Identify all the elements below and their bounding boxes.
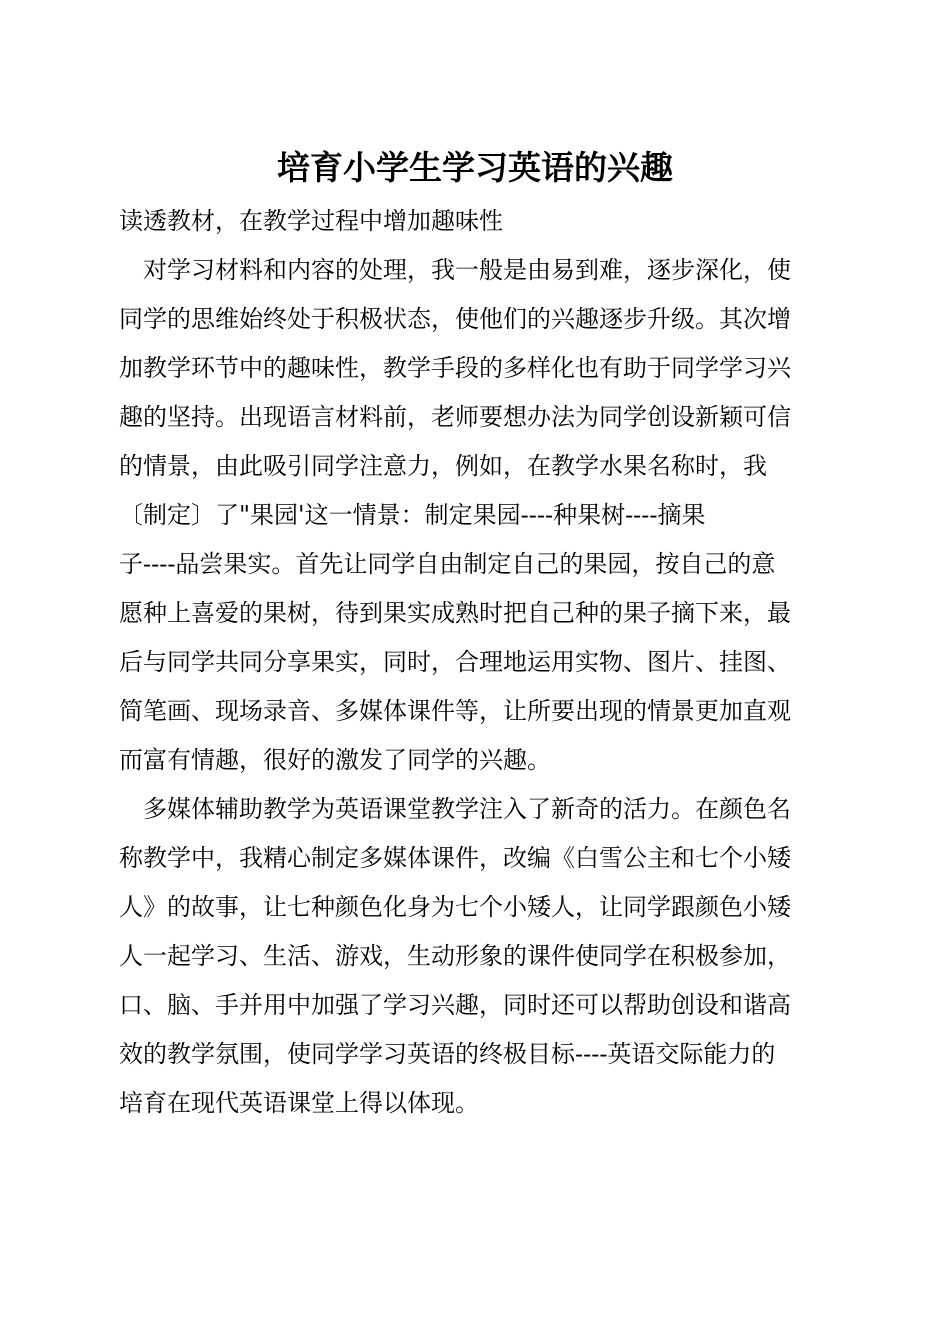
text-line: 人》的故事，让七种颜色化身为七个小矮人，让同学跟颜色小矮 <box>119 893 791 921</box>
text-line: 趣的坚持。出现语言材料前，老师要想办法为同学创设新颖可信 <box>119 403 791 431</box>
text-line: 同学的思维始终处于积极状态，使他们的兴趣逐步升级。其次增 <box>119 305 791 333</box>
document-body <box>119 197 834 1128</box>
text-line: 人一起学习、生活、游戏，生动形象的课件使同学在积极参加， <box>119 942 791 970</box>
text-line: 后与同学共同分享果实，同时，合理地运用实物、图片、挂图、 <box>119 648 791 676</box>
document-title: 培育小学生学习英语的兴趣 <box>277 148 673 187</box>
text-line: 口、脑、手并用中加强了学习兴趣，同时还可以帮助创设和谐高 <box>119 991 791 1019</box>
text-line: 培育在现代英语课堂上得以体现。 <box>119 1089 479 1117</box>
text-line: 的情景，由此吸引同学注意力，例如，在教学水果名称时，我 <box>119 452 767 480</box>
text-line: 对学习材料和内容的处理，我一般是由易到难，逐步深化，使 <box>119 256 791 284</box>
paragraph-2 <box>119 785 834 1128</box>
text-line: 称教学中，我精心制定多媒体课件，改编《白雪公主和七个小矮 <box>119 844 791 872</box>
text-line: 简笔画、现场录音、多媒体课件等，让所要出现的情景更加直观 <box>119 697 791 725</box>
text-line: 而富有情趣，很好的激发了同学的兴趣。 <box>119 746 551 774</box>
text-line: 多媒体辅助教学为英语课堂教学注入了新奇的活力。在颜色名 <box>119 795 791 823</box>
text-line: 子----品尝果实。首先让同学自由制定自己的果园，按自己的意 <box>119 550 776 578</box>
text-line: 〔制定〕了"果园'这一情景：制定果园----种果树----摘果 <box>119 501 706 529</box>
paragraph-1 <box>119 246 834 785</box>
text-line: 愿种上喜爱的果树，待到果实成熟时把自己种的果子摘下来，最 <box>119 599 791 627</box>
section-heading: 读透教材，在教学过程中增加趣味性 <box>119 207 503 235</box>
text-line: 加教学环节中的趣味性，教学手段的多样化也有助于同学学习兴 <box>119 354 791 382</box>
text-line: 效的教学氛围，使同学学习英语的终极目标----英语交际能力的 <box>119 1040 776 1068</box>
